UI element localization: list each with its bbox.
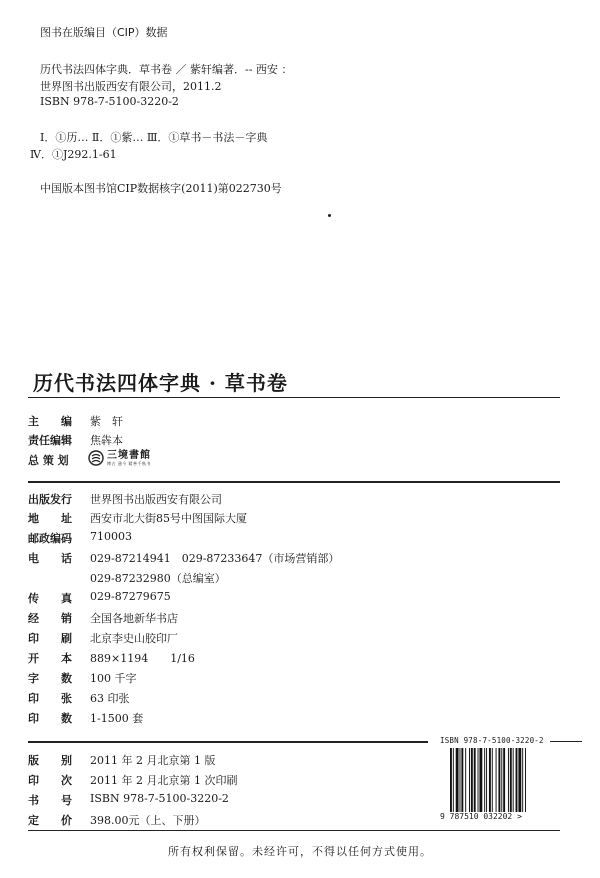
barcode-bar	[516, 748, 518, 812]
ed-label-price: 定 价	[28, 814, 72, 827]
barcode-bar	[469, 748, 470, 812]
pub-label-distributor: 经 销	[28, 612, 72, 625]
barcode-bar	[496, 748, 497, 812]
stray-dot	[328, 214, 331, 217]
ed-value-printing: 2011 年 2 月北京第 1 次印刷	[90, 774, 238, 787]
pub-value-distributor: 全国各地新华书店	[90, 612, 178, 625]
pub-value-print-run: 1-1500 套	[90, 712, 144, 725]
pub-value-word-count: 100 千字	[90, 672, 137, 685]
pub-label-word-count: 字 数	[28, 672, 72, 685]
ed-label-isbn: 书 号	[28, 794, 72, 807]
barcode-bar	[479, 748, 482, 812]
pub-label-postcode: 邮政编码	[28, 532, 72, 545]
barcode-bar	[489, 748, 491, 812]
pub-label-printer: 印 刷	[28, 632, 72, 645]
barcode-bar	[503, 748, 505, 812]
barcode-bar	[508, 748, 509, 812]
pub-label-publisher: 出版发行	[28, 493, 72, 506]
cip-line-2: 世界图书出版西安有限公司，2011.2	[40, 80, 222, 93]
barcode-isbn-text: ISBN 978-7-5100-3220-2	[440, 736, 544, 745]
ed-label-edition: 版 别	[28, 754, 72, 767]
barcode-bar	[471, 748, 473, 812]
pub-label-fax: 传 真	[28, 592, 72, 605]
logo-tagline: 博古 通今 精善千秋书	[107, 460, 152, 466]
footer-rule	[28, 830, 560, 831]
barcode-bar	[486, 748, 487, 812]
barcode-bar	[456, 748, 459, 812]
pub-value-printer: 北京李史山胶印厂	[90, 632, 178, 645]
pub-value-postcode: 710003	[90, 530, 132, 543]
barcode-bar	[510, 748, 512, 812]
pub-value-phone-2: 029-87232980（总编室）	[90, 572, 226, 585]
isbn-barcode	[450, 748, 550, 812]
ed-value-price: 398.00元（上、下册）	[90, 814, 206, 827]
barcode-bar	[525, 748, 526, 812]
cip-line-5: Ⅳ．①J292.1-61	[30, 148, 117, 161]
pub-value-sheets: 63 印张	[90, 692, 130, 705]
pub-label-sheets: 印 张	[28, 692, 72, 705]
barcode-digits: 9 787510 032202 >	[440, 812, 522, 821]
cip-heading: 图书在版编目（CIP）数据	[40, 26, 168, 39]
pub-value-phone: 029-87214941 029-87233647（市场营销部）	[90, 552, 340, 565]
barcode-bar	[498, 748, 500, 812]
book-title: 历代书法四体字典 · 草书卷	[33, 371, 288, 395]
credit-label-editor: 主 编	[28, 415, 72, 428]
credit-value-editor: 紫 轩	[90, 415, 123, 428]
barcode-bar	[522, 748, 523, 812]
barcode-bar	[450, 748, 452, 812]
barcode-bar	[484, 748, 485, 812]
pub-label-phone: 电 话	[28, 552, 72, 565]
logo-emblem-icon	[88, 450, 104, 466]
section-rule-2	[28, 741, 428, 743]
barcode-bar	[460, 748, 461, 812]
ed-value-edition: 2011 年 2 月北京第 1 版	[90, 754, 216, 767]
barcode-bar	[492, 748, 493, 812]
barcode-bar	[453, 748, 454, 812]
pub-label-print-run: 印 数	[28, 712, 72, 725]
barcode-side-rule	[550, 741, 582, 742]
cip-line-1: 历代书法四体字典．草书卷 ／ 紫轩编著．-- 西安 ：	[40, 63, 293, 76]
barcode-bar	[474, 748, 476, 812]
barcode-bar	[518, 748, 521, 812]
ed-label-printing: 印 次	[28, 774, 72, 787]
barcode-bar	[513, 748, 514, 812]
pub-value-address: 西安市北大街85号中图国际大厦	[90, 512, 247, 525]
pub-value-fax: 029-87279675	[90, 590, 171, 603]
ed-value-isbn: ISBN 978-7-5100-3220-2	[90, 792, 229, 805]
publisher-logo	[88, 448, 164, 468]
section-rule-1	[28, 481, 560, 483]
barcode-bar	[465, 748, 466, 812]
barcode-bar	[501, 748, 502, 812]
pub-value-format: 889×1194 1/16	[90, 652, 195, 665]
pub-value-publisher: 世界图书出版西安有限公司	[90, 493, 222, 506]
credit-label-planner: 总 策 划	[28, 454, 69, 467]
barcode-bar	[478, 748, 479, 812]
title-rule	[28, 397, 560, 398]
logo-wordmark: 三境書館	[107, 449, 151, 461]
pub-label-address: 地 址	[28, 512, 72, 525]
cip-isbn: ISBN 978-7-5100-3220-2	[40, 95, 179, 108]
cip-line-4: Ⅰ．①历… Ⅱ．①紫… Ⅲ．①草书－书法－字典	[40, 131, 268, 144]
barcode-bar	[461, 748, 463, 812]
credit-label-responsible-editor: 责任编辑	[28, 434, 72, 447]
cip-record-number: 中国版本图书馆CIP数据核字(2011)第022730号	[40, 182, 282, 195]
rights-notice: 所有权利保留。未经许可，不得以任何方式使用。	[168, 845, 432, 858]
credit-value-responsible-editor: 焦犇本	[90, 434, 123, 447]
pub-label-format: 开 本	[28, 652, 72, 665]
